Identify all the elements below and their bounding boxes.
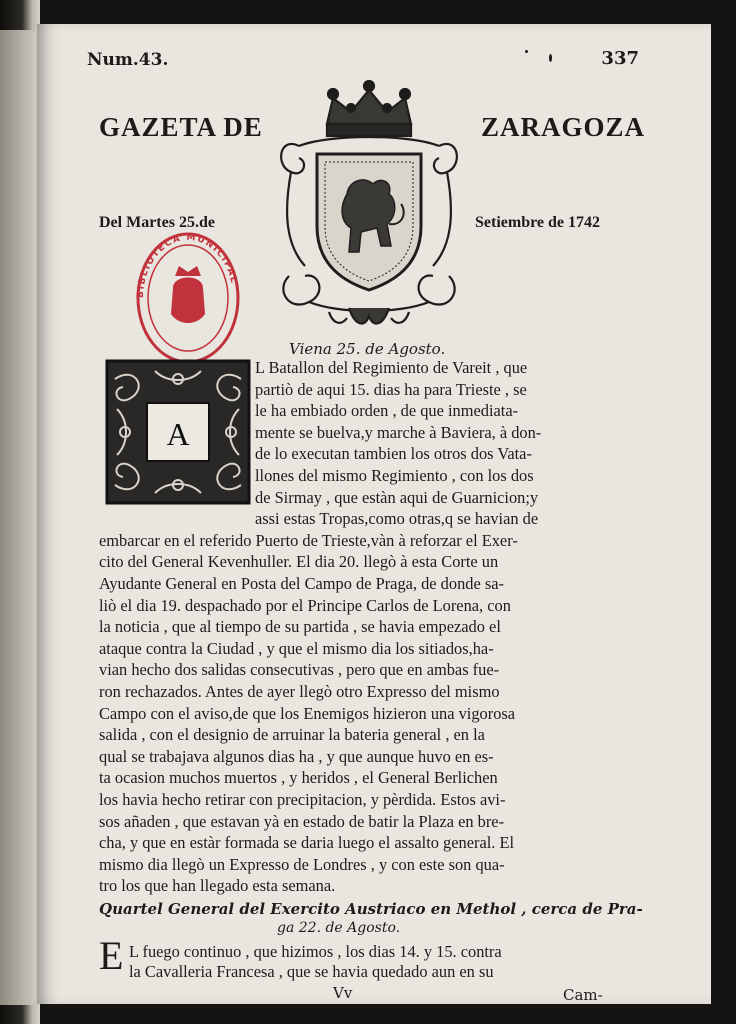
library-stamp: [133, 230, 243, 366]
coat-of-arms-crest: [269, 76, 469, 334]
article-line: cito del General Kevenhuller. El dia 20. llegò à esta Corte un: [99, 552, 499, 572]
newspaper-page: [37, 24, 711, 1004]
article-line: de lo executan tambien los otros dos Vata-: [255, 444, 532, 464]
section-heading: Quartel General del Exercito Austriaco en Methol , cerca de Pra-: [99, 900, 643, 918]
article-line: Ayudante General en Posta del Campo de Praga, de donde sa-: [99, 574, 504, 593]
article-line: mente se buelva,y marche à Baviera, à don-: [255, 422, 542, 442]
article-line: liò el dia 19. despachado por el Principe Carlos de Lorena, con: [99, 595, 511, 615]
article-line: L fuego continuo , que hizimos , los dias 14. y 15. contra: [129, 942, 502, 961]
article-line: ataque contra la Ciudad , y que el mismo dia los sitiados,ha-: [99, 638, 494, 658]
drop-cap-E: E: [99, 933, 124, 978]
catchword: Cam-: [563, 986, 603, 1004]
article-line: embarcar en el referido Puerto de Trieste,vàn à reforzar el Exer-: [99, 530, 518, 550]
article-line: ron rechazados. Antes de ayer llegò otro Expresso del mismo: [99, 682, 500, 701]
signature-mark: Vv: [333, 984, 353, 1002]
page-number: 337: [601, 48, 639, 69]
article-line: salida , con el designio de arruinar la bateria general , en la: [99, 725, 485, 745]
masthead-title-right: ZARAGOZA: [481, 112, 646, 142]
article-line: cha, y que en estàr formada se daria luego el assalto general. El: [99, 833, 515, 853]
article-line: ta ocasion muchos muertos , y heridos , el General Berlichen: [99, 768, 498, 788]
article-line: de Sirmay , que estàn aqui de Guarnicion;y: [255, 487, 539, 507]
article-dateline: Viena 25. de Agosto.: [289, 340, 446, 358]
drop-cap-letter: A: [166, 416, 190, 452]
ink-speck: [525, 50, 528, 53]
article-line: L Batallon del Regimiento de Vareit , que: [255, 358, 528, 377]
article-line: le ha embiado orden , de que inmediata-: [255, 401, 519, 421]
article-line: assi estas Tropas,como otras,q se havian de: [255, 509, 539, 529]
article-line: vian hecho dos salidas consecutivas , pero que en ambas fue-: [99, 660, 500, 680]
issue-date-right: Setiembre de 1742: [475, 214, 601, 231]
section-heading-continuation: ga 22. de Agosto.: [277, 920, 401, 936]
issue-date-left: Del Martes 25.de: [99, 214, 215, 231]
article-line: la noticia , que al tiempo de su partida , se havia empezado el: [99, 617, 501, 637]
article-line: qual se trabajava algunos dias ha , y que aunque huvo en es-: [99, 746, 494, 766]
decorated-initial-frame: [105, 359, 251, 505]
article-line: llones del mismo Regimiento , con los dos: [255, 466, 534, 485]
issue-number: Num.43.: [87, 50, 169, 70]
article-line: partiò de aqui 15. dias ha para Trieste , se: [255, 379, 527, 399]
article-line: Campo con el aviso,de que los Enemigos hizieron una vigorosa: [99, 703, 516, 723]
article-line: la Cavalleria Francesa , que se havia quedado aun en su: [129, 962, 494, 981]
left-page-edge: [0, 30, 36, 1005]
article-line: tro los que han llegado esta semana.: [99, 876, 336, 896]
stamp-text: BIBLIOTECA MUNICIPAL: [135, 232, 239, 299]
masthead-title-left: GAZETA DE: [99, 112, 263, 142]
article-line: sos añaden , que estavan yà en estado de batir la Plaza en bre-: [99, 811, 505, 831]
ink-speck: [549, 54, 552, 62]
article-line: los havia hecho retirar con precipitacion, y pèrdida. Estos avi-: [99, 790, 506, 809]
article-line: mismo dia llegò un Expresso de Londres , y con este son qua-: [99, 854, 505, 874]
